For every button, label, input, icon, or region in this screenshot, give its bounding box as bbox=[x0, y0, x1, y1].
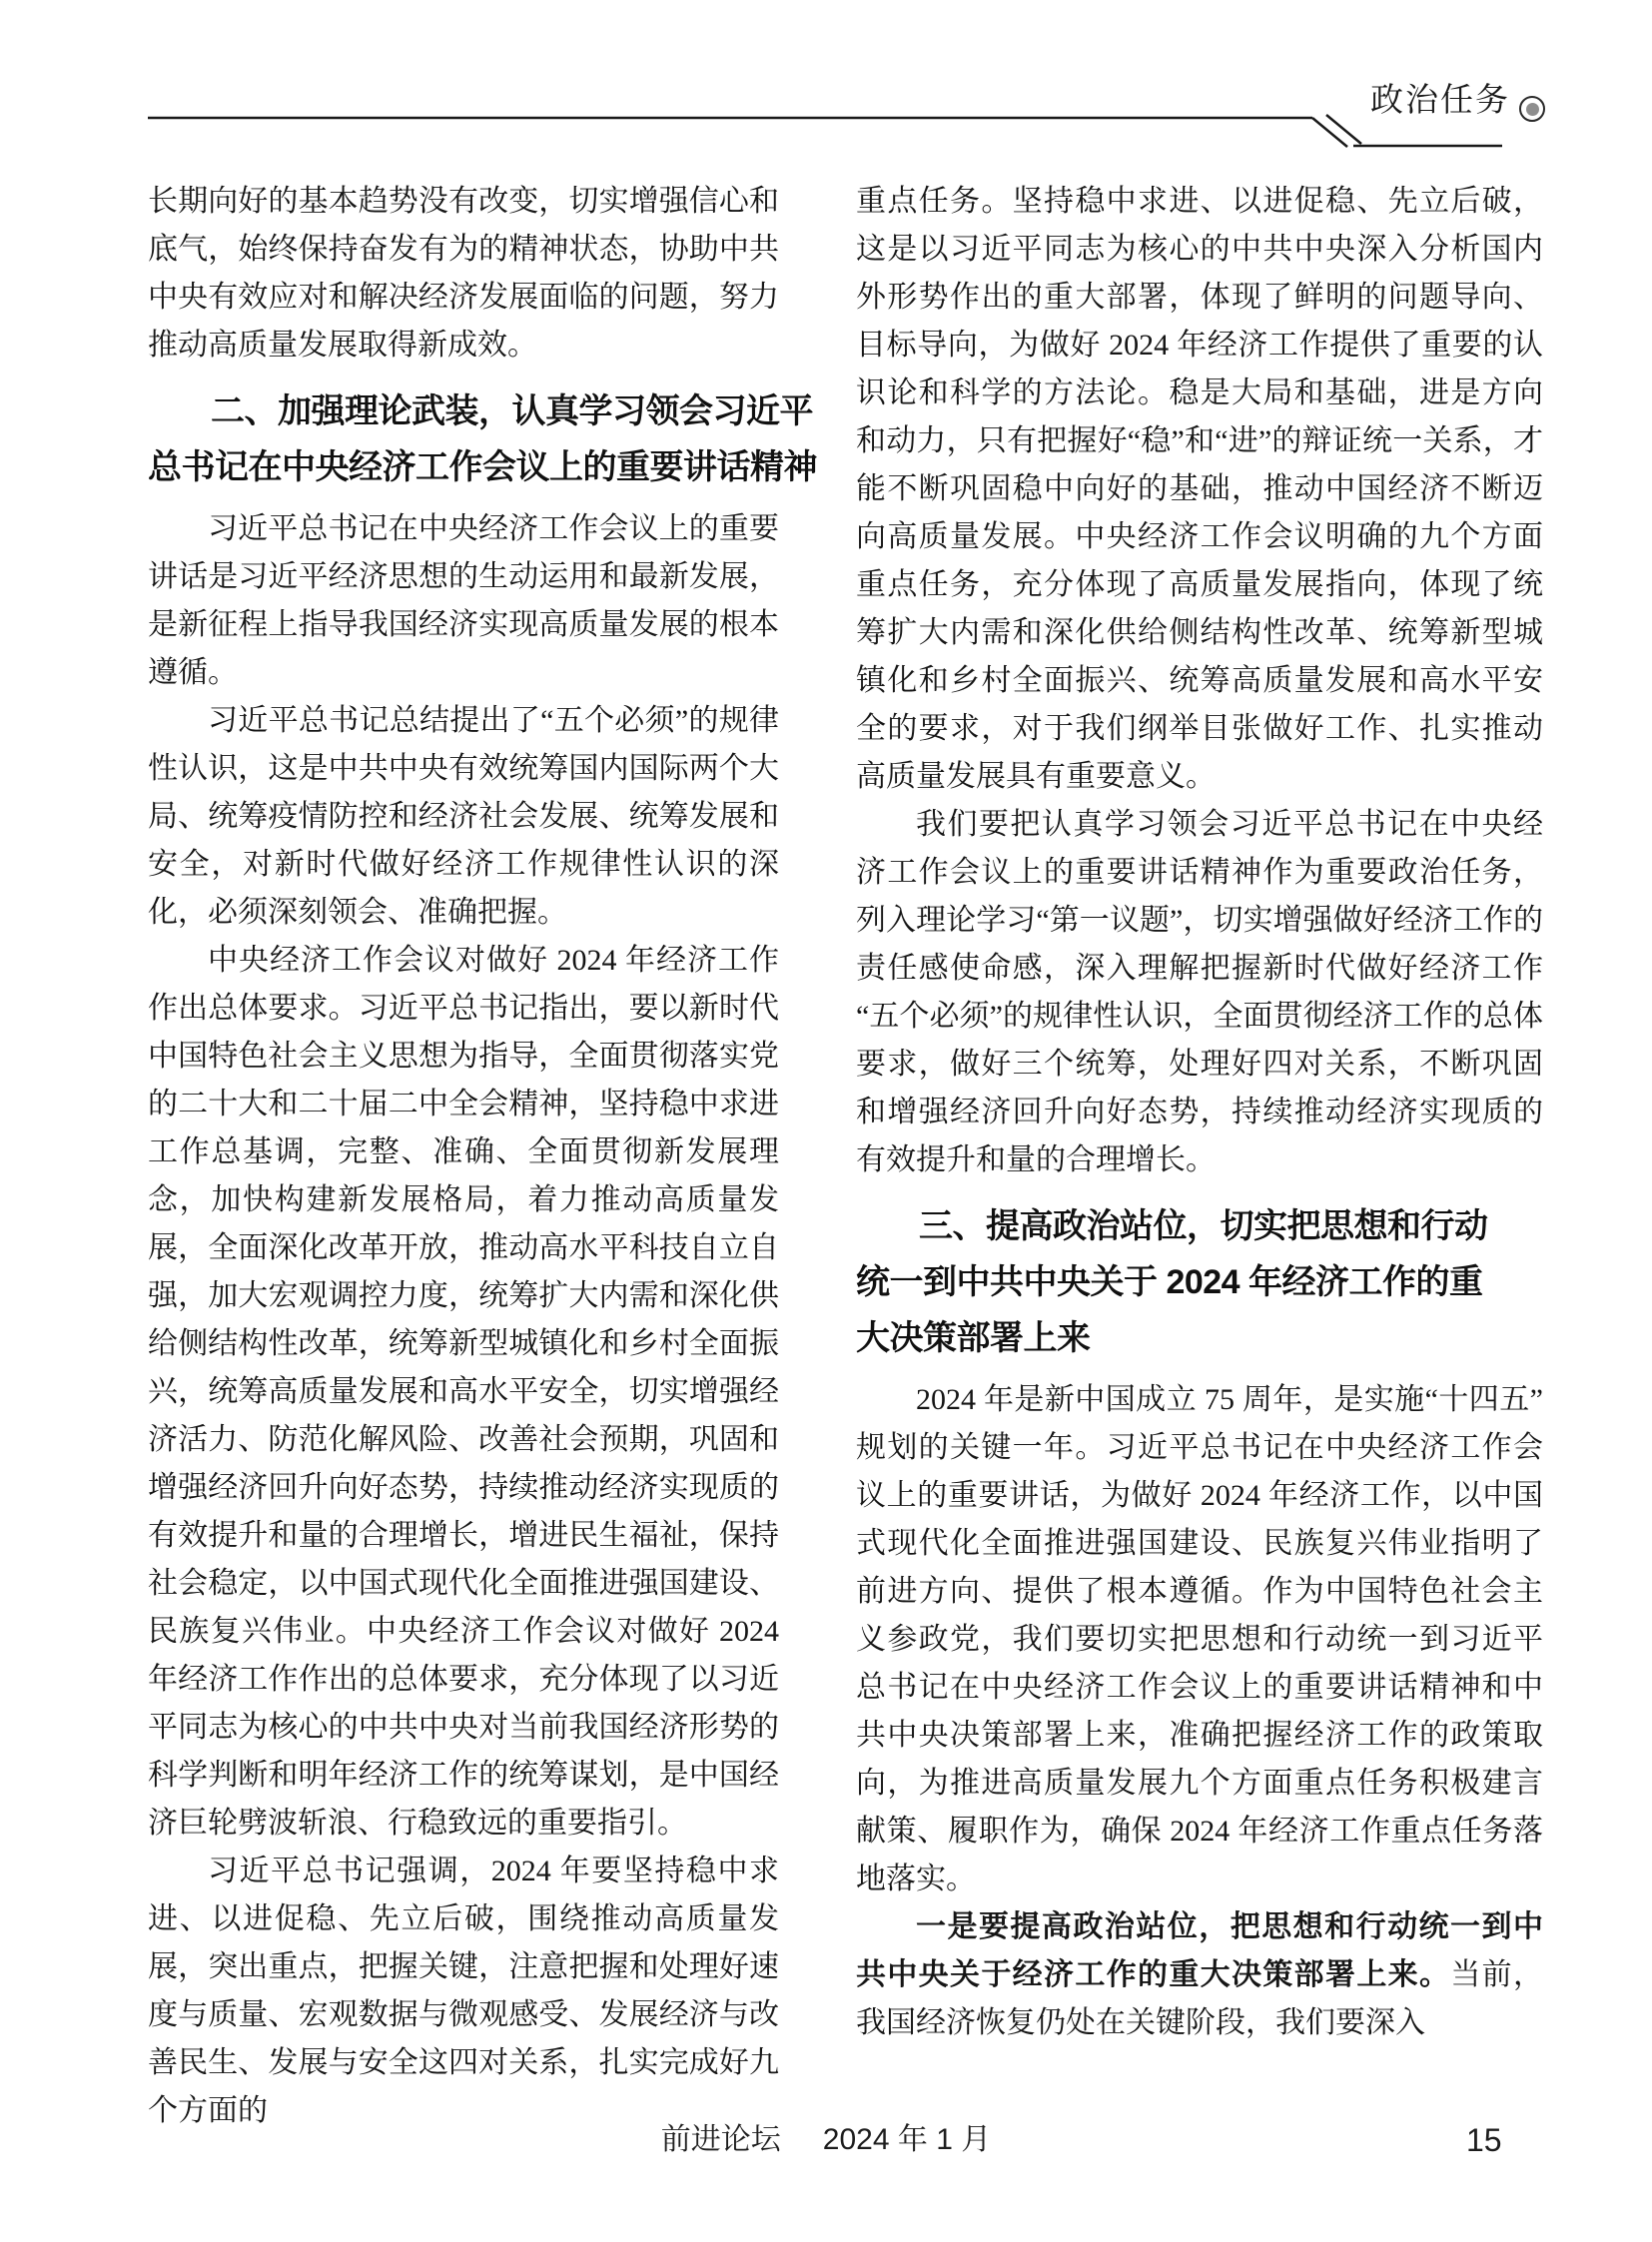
bold-lead-sentence: 一是要提高政治站位，把思想和行动统一到中共中央关于经济工作的重大决策部署上来。 bbox=[856, 1910, 1543, 1991]
right-column bbox=[856, 178, 1543, 2047]
section-heading-2 bbox=[148, 383, 817, 495]
section-label: 政治任务 bbox=[1370, 83, 1510, 119]
heading-line: 大决策部署上来 bbox=[856, 1319, 1091, 1357]
paragraph: 我们要把认真学习领会习近平总书记在中央经济工作会议上的重要讲话精神作为重要政治任务，列入理论学习“第一议题”，切实增强做好经济工作的责任感使命感，深入理解把握新时代做好经济工作“五个必须”的规律性认识，全面贯彻经济工作的总体要求，做好三个统筹，处理好四对关系，不断巩固和增强经济回升向好态势，持续推动经济实现质的有效提升和量的合理增长。 bbox=[856, 808, 1543, 1176]
paragraph-continuation: 重点任务。坚持稳中求进、以进促稳、先立后破，这是以习近平同志为核心的中共中央深入分析国内外形势作出的重大部署，体现了鲜明的问题导向、目标导向，为做好 2024 年经济工作提供了重要的认识论和科学的方法论。稳是大局和基础，进是方向和动力，只有把握好“稳”和“进”的辩证统一关系，才能不断巩固稳中向好的基础，推动中国经济不断迈向高质量发展。中央经济工作会议明确的九个方面重点任务，充分体现了高质量发展指向，体现了统筹扩大内需和深化供给侧结构性改革、统筹新型城镇化和乡村全面振兴、统筹高质量发展和高水平安全的要求，对于我们纲举目张做好工作、扎实推动高质量发展具有重要意义。 bbox=[856, 185, 1543, 793]
heading-line: 统一到中共中央关于 2024 年经济工作的重 bbox=[856, 1263, 1483, 1301]
target-circle-icon bbox=[1519, 96, 1545, 122]
heading-line: 三、提高政治站位，切实把思想和行动 bbox=[919, 1207, 1488, 1245]
paragraph-lead-bold bbox=[856, 1903, 1543, 2047]
section-heading-3 bbox=[856, 1198, 1543, 1366]
paragraph-continuation: 长期向好的基本趋势没有改变，切实增强信心和底气，始终保持奋发有为的精神状态，协助中共中央有效应对和解决经济发展面临的问题，努力推动高质量发展取得新成效。 bbox=[148, 185, 779, 362]
left-column bbox=[148, 178, 817, 2135]
page-number: 15 bbox=[1466, 2122, 1502, 2158]
paragraph: 习近平总书记在中央经济工作会议上的重要讲话是习近平经济思想的生动运用和最新发展，是新征程上指导我国经济实现高质量发展的根本遵循。 bbox=[148, 512, 779, 689]
paragraph: 习近平总书记总结提出了“五个必须”的规律性认识，这是中共中央有效统筹国内国际两个大局、统筹疫情防控和经济社会发展、统筹发展和安全，对新时代做好经济工作规律性认识的深化，必须深刻领会、准确把握。 bbox=[148, 704, 779, 929]
journal-name: 前进论坛 bbox=[660, 2123, 781, 2156]
paragraph-rest: 当前，我国经济恢复仍处在关键阶段，我们要深入 bbox=[856, 1958, 1544, 2039]
heading-line: 二、加强理论武装，认真学习领会习近平 bbox=[211, 392, 813, 430]
heading-line: 总书记在中央经济工作会议上的重要讲话精神 bbox=[148, 448, 817, 486]
paragraph: 习近平总书记强调，2024 年要坚持稳中求进、以进促稳、先立后破，围绕推动高质量发展，突出重点，把握关键，注意把握和处理好速度与质量、宏观数据与微观感受、发展经济与改善民生、发展与安全这四对关系，扎实完成好九个方面的 bbox=[148, 1855, 779, 2127]
paragraph: 中央经济工作会议对做好 2024 年经济工作作出总体要求。习近平总书记指出，要以新时代中国特色社会主义思想为指导，全面贯彻落实党的二十大和二十届二中全会精神，坚持稳中求进工作总基调，完整、准确、全面贯彻新发展理念，加快构建新发展格局，着力推动高质量发展，全面深化改革开放，推动高水平科技自立自强，加大宏观调控力度，统筹扩大内需和深化供给侧结构性改革，统筹新型城镇化和乡村全面振兴，统筹高质量发展和高水平安全，切实增强经济活力、防范化解风险、改善社会预期，巩固和增强经济回升向好态势，持续推动经济实现质的有效提升和量的合理增长，增进民生福祉，保持社会稳定，以中国式现代化全面推进强国建设、民族复兴伟业。中央经济工作会议对做好 2024 年经济工作作出的总体要求，充分体现了以习近平同志为核心的中共中央对当前我国经济形势的科学判断和明年经济工作的统筹谋划，是中国经济巨轮劈波斩浪、行稳致远的重要指引。 bbox=[148, 944, 779, 1840]
page-footer bbox=[0, 2119, 1652, 2161]
issue-date: 2024 年 1 月 bbox=[822, 2123, 992, 2156]
paragraph: 2024 年是新中国成立 75 周年，是实施“十四五”规划的关键一年。习近平总书记在中央经济工作会议上的重要讲话，为做好 2024 年经济工作，以中国式现代化全面推进强国建设、民族复兴伟业指明了前进方向、提供了根本遵循。作为中国特色社会主义参政党，我们要切实把思想和行动统一到习近平总书记在中央经济工作会议上的重要讲话精神和中共中央决策部署上来，准确把握经济工作的政策取向，为推进高质量发展九个方面重点任务积极建言献策、履职作为，确保 2024 年经济工作重点任务落地落实。 bbox=[856, 1383, 1543, 1895]
target-dot-icon bbox=[1526, 103, 1539, 116]
